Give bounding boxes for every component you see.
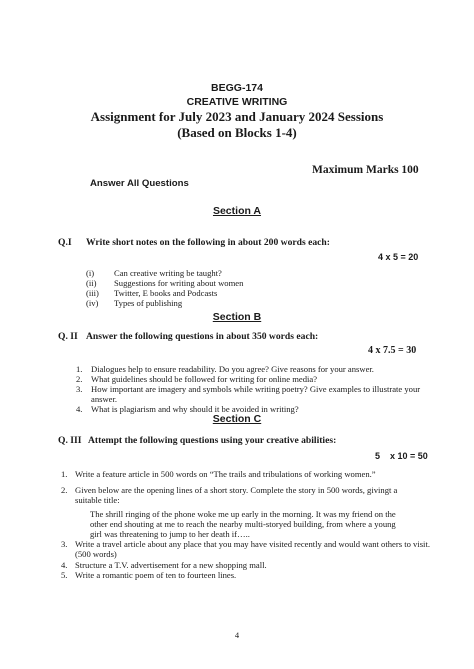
- section-a-title: Section A: [212, 205, 262, 217]
- section-c-title: Section C: [212, 413, 262, 425]
- question-3-marks: x 10 = 50: [390, 451, 428, 461]
- list-item-number: 3.: [76, 384, 83, 394]
- list-item-number: (iv): [86, 298, 99, 308]
- list-item-number: (ii): [86, 278, 97, 288]
- list-item: Can creative writing be taught?: [114, 268, 222, 278]
- list-item-number: 2.: [76, 374, 83, 384]
- question-3-text: Attempt the following questions using your creative abilities:: [88, 435, 337, 446]
- list-item: Write a feature article in 500 words on “The trails and tribulations of working women.”: [75, 469, 376, 479]
- question-2-number: Q. II: [58, 331, 78, 342]
- list-item-number: 3.: [61, 539, 68, 549]
- blocks-subtitle: (Based on Blocks 1-4): [177, 125, 297, 140]
- list-item: Write a travel article about any place that you may have visited recently and would want others to visit.: [75, 539, 430, 549]
- question-2-text: Answer the following questions in about 350 words each:: [86, 331, 319, 342]
- list-item-continuation: (500 words): [75, 549, 117, 559]
- story-opening-line: other end shouting at me to reach the nearby multi-storyed building, from where a young: [90, 519, 396, 529]
- list-item: How important are imagery and symbols while writing poetry? Give examples to illustrate your: [91, 384, 421, 394]
- list-item-number: (iii): [86, 288, 99, 298]
- list-item-number: 1.: [61, 469, 68, 479]
- list-item-continuation: suitable title:: [75, 495, 120, 505]
- list-item: What is plagiarism and why should it be avoided in writing?: [91, 404, 299, 414]
- question-1-text: Write short notes on the following in about 200 words each:: [86, 237, 330, 248]
- question-3-number: Q. III: [58, 435, 82, 446]
- list-item: Write a romantic poem of ten to fourteen lines.: [75, 570, 237, 580]
- list-item-continuation: answer.: [91, 394, 118, 404]
- question-2-marks: 4 x 7.5 = 30: [368, 345, 417, 356]
- list-item: Structure a T.V. advertisement for a new shopping mall.: [75, 560, 267, 570]
- list-item-number: 1.: [76, 364, 83, 374]
- list-item-number: 5.: [61, 570, 68, 580]
- page-number: 4: [234, 630, 240, 640]
- course-title: CREATIVE WRITING: [186, 96, 288, 108]
- answer-all-instruction: Answer All Questions: [90, 178, 189, 189]
- list-item: Twitter, E books and Podcasts: [114, 288, 218, 298]
- section-b-title: Section B: [212, 311, 262, 323]
- question-1-marks: 4 x 5 = 20: [378, 252, 419, 262]
- maximum-marks: Maximum Marks 100: [312, 164, 419, 176]
- story-opening-line: girl was threatening to jump to her death if…..: [90, 529, 250, 539]
- list-item-number: 4.: [76, 404, 83, 414]
- list-item: Given below are the opening lines of a short story. Complete the story in 500 words, givingt a: [75, 485, 398, 495]
- list-item-number: (i): [86, 268, 95, 278]
- question-3-marks-count: 5: [375, 451, 381, 461]
- list-item: Dialogues help to ensure readability. Do you agree? Give reasons for your answer.: [91, 364, 374, 374]
- list-item-number: 2.: [61, 485, 68, 495]
- course-code: BEGG-174: [211, 82, 263, 94]
- question-1-number: Q.I: [58, 237, 72, 248]
- list-item: Suggestions for writing about women: [114, 278, 244, 288]
- list-item: Types of publishing: [114, 298, 183, 308]
- list-item: What guidelines should be followed for writing for online media?: [91, 374, 318, 384]
- assignment-title: Assignment for July 2023 and January 2024 Sessions: [90, 109, 384, 124]
- story-opening-line: The shrill ringing of the phone woke me up early in the morning. It was my friend on the: [90, 509, 396, 519]
- list-item-number: 4.: [61, 560, 68, 570]
